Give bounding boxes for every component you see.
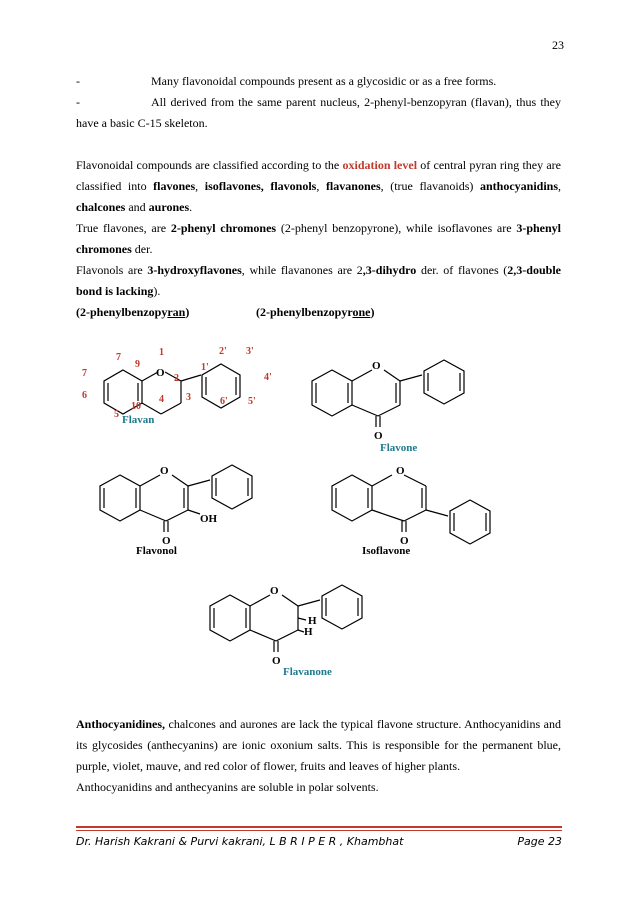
flavonol-label: Flavonol: [136, 545, 177, 557]
svg-text:4: 4: [159, 394, 164, 405]
bullet-item: [76, 92, 561, 134]
flavonol-structure: [96, 460, 296, 550]
svg-text:5': 5': [248, 396, 256, 407]
paragraph-true-flavones: True flavones, are 2-phenyl chromones (2-phenyl benzopyrone), while isoflavones are 3-phenyl chromones der.: [76, 221, 562, 256]
svg-text:H: H: [304, 626, 313, 638]
svg-text:O: O: [372, 360, 381, 372]
svg-text:2': 2': [219, 346, 227, 357]
svg-text:O: O: [156, 367, 165, 379]
flavone-label: Flavone: [380, 442, 418, 454]
paragraph-solubility: Anthocyanidins and anthecyanins are soluble in polar solvents.: [76, 780, 379, 794]
bullet-dash: -: [76, 74, 80, 88]
svg-text:5: 5: [114, 409, 119, 420]
isoflavone-label: Isoflavone: [362, 545, 411, 557]
svg-text:O: O: [400, 535, 409, 547]
svg-text:OH: OH: [200, 513, 218, 525]
bullet-item: [76, 71, 561, 92]
bullet-text: Many flavonoidal compounds present as a glycosidic or as a free forms.: [151, 74, 497, 88]
flavanone-label: Flavanone: [283, 666, 332, 678]
svg-text:O: O: [162, 535, 171, 547]
svg-text:2: 2: [174, 373, 179, 384]
paragraph-flavonols: Flavonols are 3-hydroxyflavones, while flavanones are 2,3-dihydro der. of flavones (2,3-double bond is lacking).: [76, 263, 561, 298]
bullet-dash: -: [76, 95, 80, 109]
svg-text:O: O: [270, 585, 279, 597]
flavone-structure: [308, 355, 508, 445]
footer-page: Page 23: [517, 835, 562, 848]
svg-text:1: 1: [159, 347, 164, 358]
footer-authors: Dr. Harish Kakrani & Purvi kakrani, L B R I P E R , Khambhat: [76, 835, 404, 848]
flavan-label: Flavan: [122, 414, 155, 426]
paragraph-classification: Flavonoidal compounds are classified according to the oxidation level of central pyran ring they are classified into flavones, isoflavones, flavonols, flavanones, (true flavanoids) anthocyanidins, chalcones and aurones.: [76, 158, 562, 214]
svg-text:1': 1': [201, 362, 209, 373]
svg-text:7: 7: [116, 352, 121, 363]
svg-text:6: 6: [82, 390, 87, 401]
svg-text:O: O: [374, 430, 383, 442]
svg-text:O: O: [272, 655, 281, 667]
svg-text:O: O: [160, 465, 169, 477]
isoflavone-structure: [328, 460, 528, 550]
page-footer: [76, 826, 562, 848]
paragraph-anthocyanidines: Anthocyanidines, chalcones and aurones are lack the typical flavone structure. Anthocyanidins and its glycosides (anthecyanins) are ionic oxonium salts. This is responsible for the permanent blue, purple, violet, mauve, and red color of flower, fruits and leaves of higher plants.: [76, 717, 561, 773]
bullet-text: All derived from the same parent nucleus, 2-phenyl-benzopyran (flavan), thus they have a basic C-15 skeleton.: [76, 95, 561, 130]
svg-text:O: O: [396, 465, 405, 477]
svg-text:3: 3: [186, 392, 191, 403]
svg-text:9: 9: [135, 359, 140, 370]
svg-text:3': 3': [246, 346, 254, 357]
svg-text:4': 4': [264, 372, 272, 383]
svg-text:7: 7: [82, 368, 87, 379]
body-text-top: [76, 71, 561, 323]
flavan-structure: [76, 342, 296, 432]
page-number: 23: [552, 38, 564, 52]
structures-header: (2-phenylbenzopyran) (2-phenylbenzopyrone): [76, 305, 375, 319]
svg-text:H: H: [308, 615, 317, 627]
flavanone-structure: [206, 580, 406, 670]
svg-text:6': 6': [220, 396, 228, 407]
svg-text:10: 10: [131, 401, 141, 412]
body-text-bottom: [76, 714, 561, 798]
